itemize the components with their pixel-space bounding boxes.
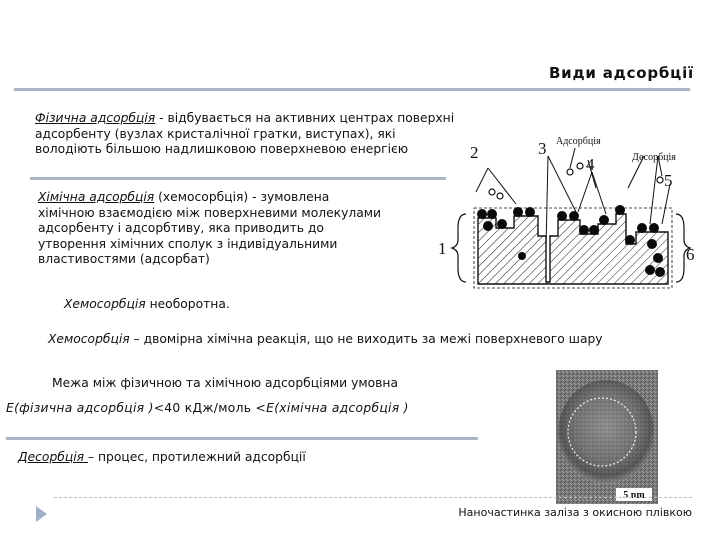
chemisorption-term-2: Хемосорбція [48,332,130,346]
micrograph-caption: Наночастинка заліза з окисною плівкою [458,506,692,519]
slide-title: Види адсорбції [548,64,694,82]
adsorption-diagram [430,128,706,298]
brace-1 [452,214,466,282]
desorption-term: Десорбція [18,450,88,464]
nanoparticle-micrograph [556,370,658,504]
free-molecules [489,163,663,199]
chemisorption-irreversible [64,297,230,313]
label-3: 3 [538,139,547,158]
label-desorption: Десорбція [632,152,676,163]
energy-underline [6,437,478,440]
energy-comparison [6,401,409,417]
chemical-adsorption-term: Хімічна адсорбція [38,190,155,204]
title-underline [14,88,690,91]
energy-threshold: <40 кДж/моль [153,401,256,415]
energy-chemical: <E(хімічна адсорбція ) [255,401,409,415]
bottom-arrow-icon [36,506,47,522]
boundary-statement: Межа між фізичною та хімічною адсорбціями умовна [52,376,398,390]
bottom-rule [54,497,692,499]
label-5: 5 [664,171,673,190]
micrograph-image [556,370,658,504]
physical-adsorption-term: Фізична адсорбція [35,111,156,125]
energy-physical: E(фізична адсорбція ) [6,401,154,415]
physical-adsorption-text [35,111,455,158]
scale-bar-label: 5 nm [623,490,645,501]
label-1: 1 [438,239,447,258]
desorption-definition: – процес, протилежний адсорбції [87,450,306,464]
chemisorption-irreversible-text: необоротна. [145,297,230,311]
label-4: 4 [586,155,595,174]
desorption-text [18,450,306,466]
chemical-adsorption-text [38,190,383,268]
chemisorption-term-1: Хемосорбція [64,297,146,311]
label-adsorption: Адсорбція [556,136,601,147]
physical-adsorption-definition: - відбувається на активних центрах поверхні адсорбенту (вузлах кристалічної гратки, виступах), які володіють більшою надлишковою поверхневою енергією [35,111,455,156]
label-6: 6 [686,245,695,264]
label-2: 2 [470,143,479,162]
chemical-adsorption-definition: (хемосорбція) - зумовлена хімічною взаємодією між поверхневими молекулами адсорбенту і адсорбтиву, яка приводить до утворення хімічних сполук з індивідуальними властивостями (адсорбат) [38,190,382,266]
chemisorption-two-dimensional-text: – двомірна хімічна реакція, що не виходить за межі поверхневого шару [129,332,603,346]
physical-underline [30,177,446,180]
chemisorption-two-dimensional [48,332,648,348]
